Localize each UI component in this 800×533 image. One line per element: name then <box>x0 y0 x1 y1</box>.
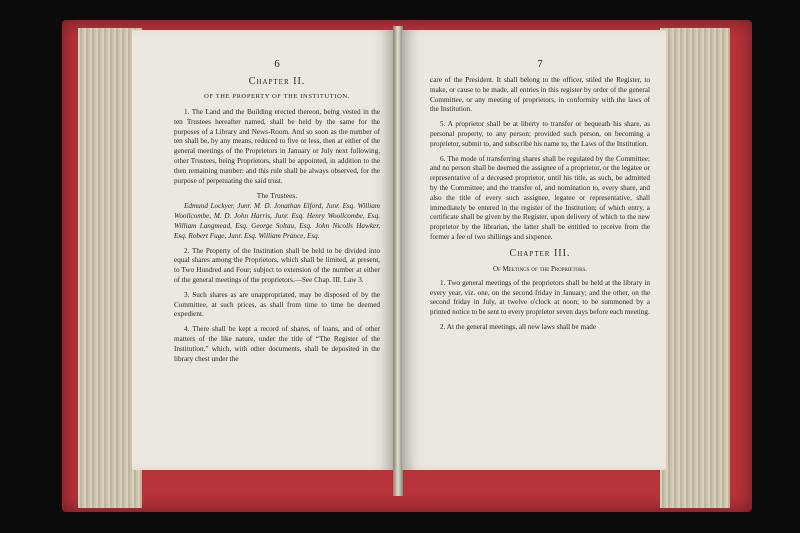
paragraph-1: 1. The Land and the Building erected thereon, being vested in the ten Trustees hereafter named, shall be held by the same for the purposes of a Library and News-Room. And so soon as the number of ten shall be, by any means, reduced to five or less, then at either of the general meetings of the Proprietors in January or July next following, other Trustees, being Proprietors, shall be appointed, in addition to the then remaining number: and this rule shall be always observed, for the purpose of perpetuating the said trust. <box>174 108 380 185</box>
paragraph-3: 3. Such shares as are unappropriated, may be disposed of by the Committee, at such prices, as shall from time to time be deemed expedient. <box>174 290 380 319</box>
paragraph-6: 6. The mode of transferring shares shall be regulated by the Committee; and no person shall be deemed the assignee of a proprietor, or the legatee or representative of a deceased proprietor, until his title, as such, be admitted by the Committee; and the transfer of, and nomination to, every share, and also the title of every such assignee, legatee or representative, shall immediately be entered in the register of the Institution; of which entry, a certificate shall be given by the Register, upon delivery of which to the new proprietor by the librarian, the latter shall be entitled to receive from the former a fee of two shillings and sixpence. <box>430 154 650 241</box>
chapter-title: Chapter III. <box>509 247 571 259</box>
page-number: 7 <box>537 58 543 70</box>
right-page-edges <box>660 28 730 508</box>
trustees-heading: The Trustees. <box>256 191 298 201</box>
paragraph-2: 2. The Property of the Institution shall be held to be divided into equal shares among the Proprietors, which shall be limited, at present, to Two Hundred and Four; subject to extension of the number at either of the general meetings of the proprietors.—See Chap. III. Law 3. <box>174 246 380 284</box>
left-page <box>132 30 394 470</box>
chapter-title: Chapter II. <box>248 76 306 87</box>
trustees-list: Edmund Lockyer, Junr. M. D. Jonathan Elford, Junr. Esq. William Woollcombe, M. D. John Harris, Junr. Esq. Henry Woollcombe, Esq. William Langmead, Esq. George Soltau, Esq. John Nicolls Hawker, Esq. Robert Fuge, Junr. Esq. William Prance, Esq. <box>174 202 380 240</box>
paragraph-7: 1. Two general meetings of the proprietors shall be held at the library in every year, viz. one, on the second friday in January; and the other, on the second friday in July, at twelve o'clock at noon; to be summoned by a printed notice to be sent to every proprietor seven days before each meeting. <box>430 278 650 317</box>
paragraph-continued: care of the President. It shall belong to the officer, stiled the Register, to make, or cause to be made, all entries in this register by order of the general Committee, or any meeting of proprietors, in conformity with the laws of the Institution. <box>430 76 650 114</box>
left-page-content <box>174 58 380 369</box>
right-page-content <box>430 58 650 338</box>
paragraph-4: 4. There shall be kept a record of shares, of loans, and of other matters of the like nature, under the title of “The Register of the Institution,” which, with other documents, shall be deposited in the library chest under the <box>174 325 380 363</box>
chapter-subtitle: Of Meetings of the Proprietors. <box>492 264 588 273</box>
paragraph-8: 2. At the general meetings, all new laws shall be made <box>440 322 597 331</box>
right-page <box>402 30 666 470</box>
paragraph-5: 5. A proprietor shall be at liberty to transfer or bequeath his share, as personal property, to any person; provided such person, on becoming a proprietor, submit to, and subscribe his name to, the Laws of the Institution. <box>430 120 650 148</box>
page-number: 6 <box>274 58 280 70</box>
chapter-subtitle: OF THE PROPERTY OF THE INSTITUTION. <box>204 93 350 100</box>
